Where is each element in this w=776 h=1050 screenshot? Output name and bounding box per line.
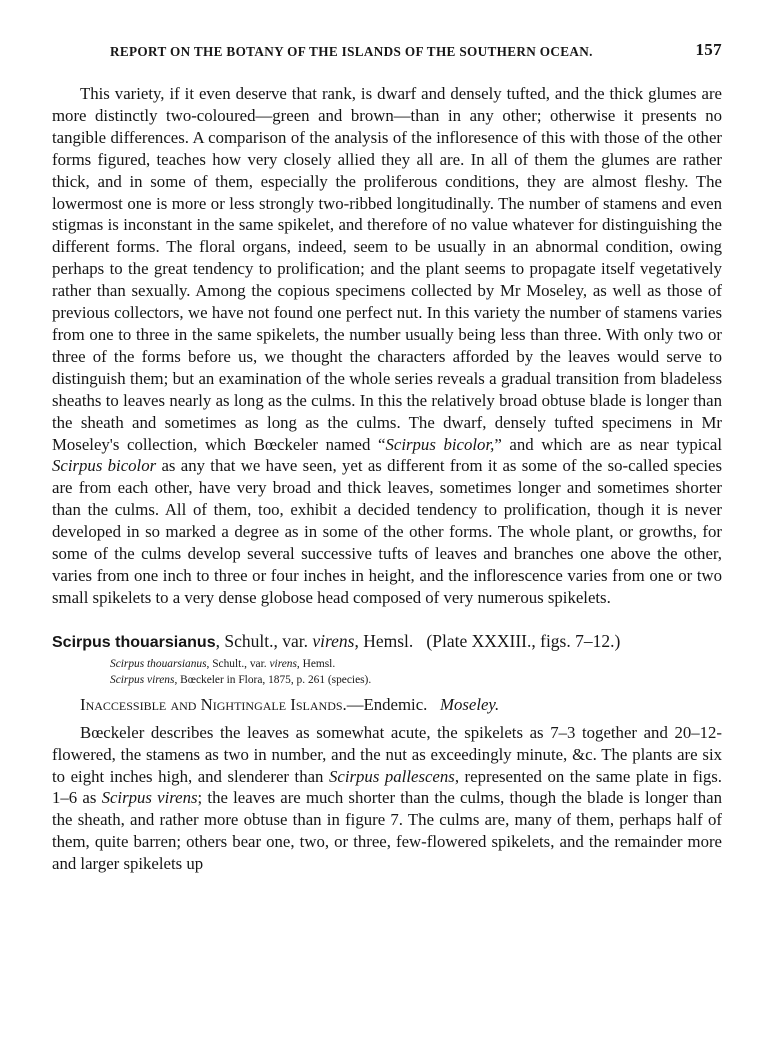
document-page: [52, 38, 722, 875]
plate-reference: (Plate XXXIII., figs. 7–12.): [426, 630, 621, 651]
para1-text-1: This variety, if it even deserve that rank, is dwarf and densely tufted, and the thick glumes are more distinctly two-coloured—green and brown—than in any other; otherwise it presents no tangible differences. A comparison of the analysis of the infloresence of this with those of the other forms figured, teaches how very closely allied they all are. In all of them the glumes are rather thick, and in some of them, especially the proliferous conditions, they are almost fleshy. The lowermost one is more or less strongly two-ribbed longitudinally. The number of stamens and even stigmas is inconstant in the same spikelet, and therefore of no value whatever for distinguishing the different forms. The floral organs, indeed, seem to be usually in an abnormal condition, owing perhaps to the great tendency to prolification; and the plant seems to propagate itself vegetatively rather than sexually. Among the copious specimens collected by Mr Moseley, as well as those of previous collectors, we have not found one perfect nut. In this variety the number of stamens varies from one to three in the same spikelets, the number usually being less than three. With only two or three of the forms before us, we thought the characters afforded by the leaves would serve to distinguish them; but an examination of the whole series reveals a gradual transition from bladeless sheaths to leaves nearly as long as the culms. In this the relatively broad obtuse blade is longer than the sheath and sometimes as long as the culms. The dwarf, densely tufted specimens in Mr Moseley's collection, which Bœckeler named “: [52, 84, 722, 454]
para1-italic-2: Scirpus bicolor: [52, 456, 157, 476]
synonym-1-mid: , Schult., var.: [206, 657, 270, 670]
species-author-pre: , Schult., var.: [215, 630, 313, 651]
localities-status: .—Endemic.: [342, 694, 428, 714]
paragraph-variety-description: [52, 83, 722, 609]
synonym-1-name: Scirpus thouarsianus: [110, 657, 207, 670]
species-heading: [52, 630, 722, 654]
paragraph-boeckeler-description: [52, 722, 722, 875]
localities-islands: Inaccessible and Nightingale Islands: [80, 694, 343, 714]
synonym-list: [110, 656, 722, 688]
running-header: [52, 38, 722, 66]
para1-text-2: ” and which are as near typical: [494, 434, 722, 454]
species-name: Scirpus thouarsianus: [52, 633, 216, 651]
para2-italic-1: Scirpus pallescens: [329, 766, 455, 786]
localities-line: [52, 694, 722, 716]
para2-text-1: Bœckeler describes the leaves as somewhat acute, the spikelets as 7–3 together and 20–12-flowered, the stamens as two in number, and the nut as exceedingly minute, &c. The plants are six to eight inches high, and slenderer than: [52, 722, 722, 786]
page-number: 157: [695, 40, 722, 59]
localities-collector: Moseley.: [439, 694, 500, 714]
running-title: REPORT ON THE BOTANY OF THE ISLANDS OF THE SOUTHERN OCEAN.: [110, 44, 593, 59]
para2-text-3: ; the leaves are much shorter than the culms, though the blade is longer than the sheath, and rather more obtuse than in figure 7. The culms are, many of them, perhaps half of them, quite barren; others bear one, two, or three, few-flowered spikelets, and the remainder more and larger spikelets up: [52, 788, 723, 874]
species-variety: virens: [312, 630, 355, 651]
para1-text-3: as any that we have seen, yet as different from it as some of the so-called species are from each other, have very broad and thick leaves, sometimes longer and sometimes shorter than the culms. All of them, too, exhibit a decided tendency to prolification, though it is never developed in so marked a degree as in some of the other forms. The whole plant, or growths, for some of the culms develop several successive tufts of leaves and branches one above the other, varies from one inch to three or four inches in height, and the inflorescence varies from one or two small spikelets to a very dense globose head composed of very numerous spikelets.: [52, 456, 722, 607]
para2-italic-2: Scirpus virens: [101, 788, 198, 808]
synonym-2-name: Scirpus virens: [110, 673, 175, 686]
synonym-1-author: , Hemsl.: [296, 657, 336, 670]
para1-italic-1: Scirpus bicolor,: [385, 434, 495, 454]
synonym-1: [110, 656, 722, 672]
para2-text-2: , represented on the same plate in figs. 1–6 as: [52, 766, 722, 808]
synonym-1-variety: virens: [269, 657, 297, 670]
species-author-post: , Hemsl.: [354, 630, 414, 651]
synonym-2: [110, 672, 722, 688]
synonym-2-citation: , Bœckeler in Flora, 1875, p. 261 (species).: [174, 673, 372, 686]
